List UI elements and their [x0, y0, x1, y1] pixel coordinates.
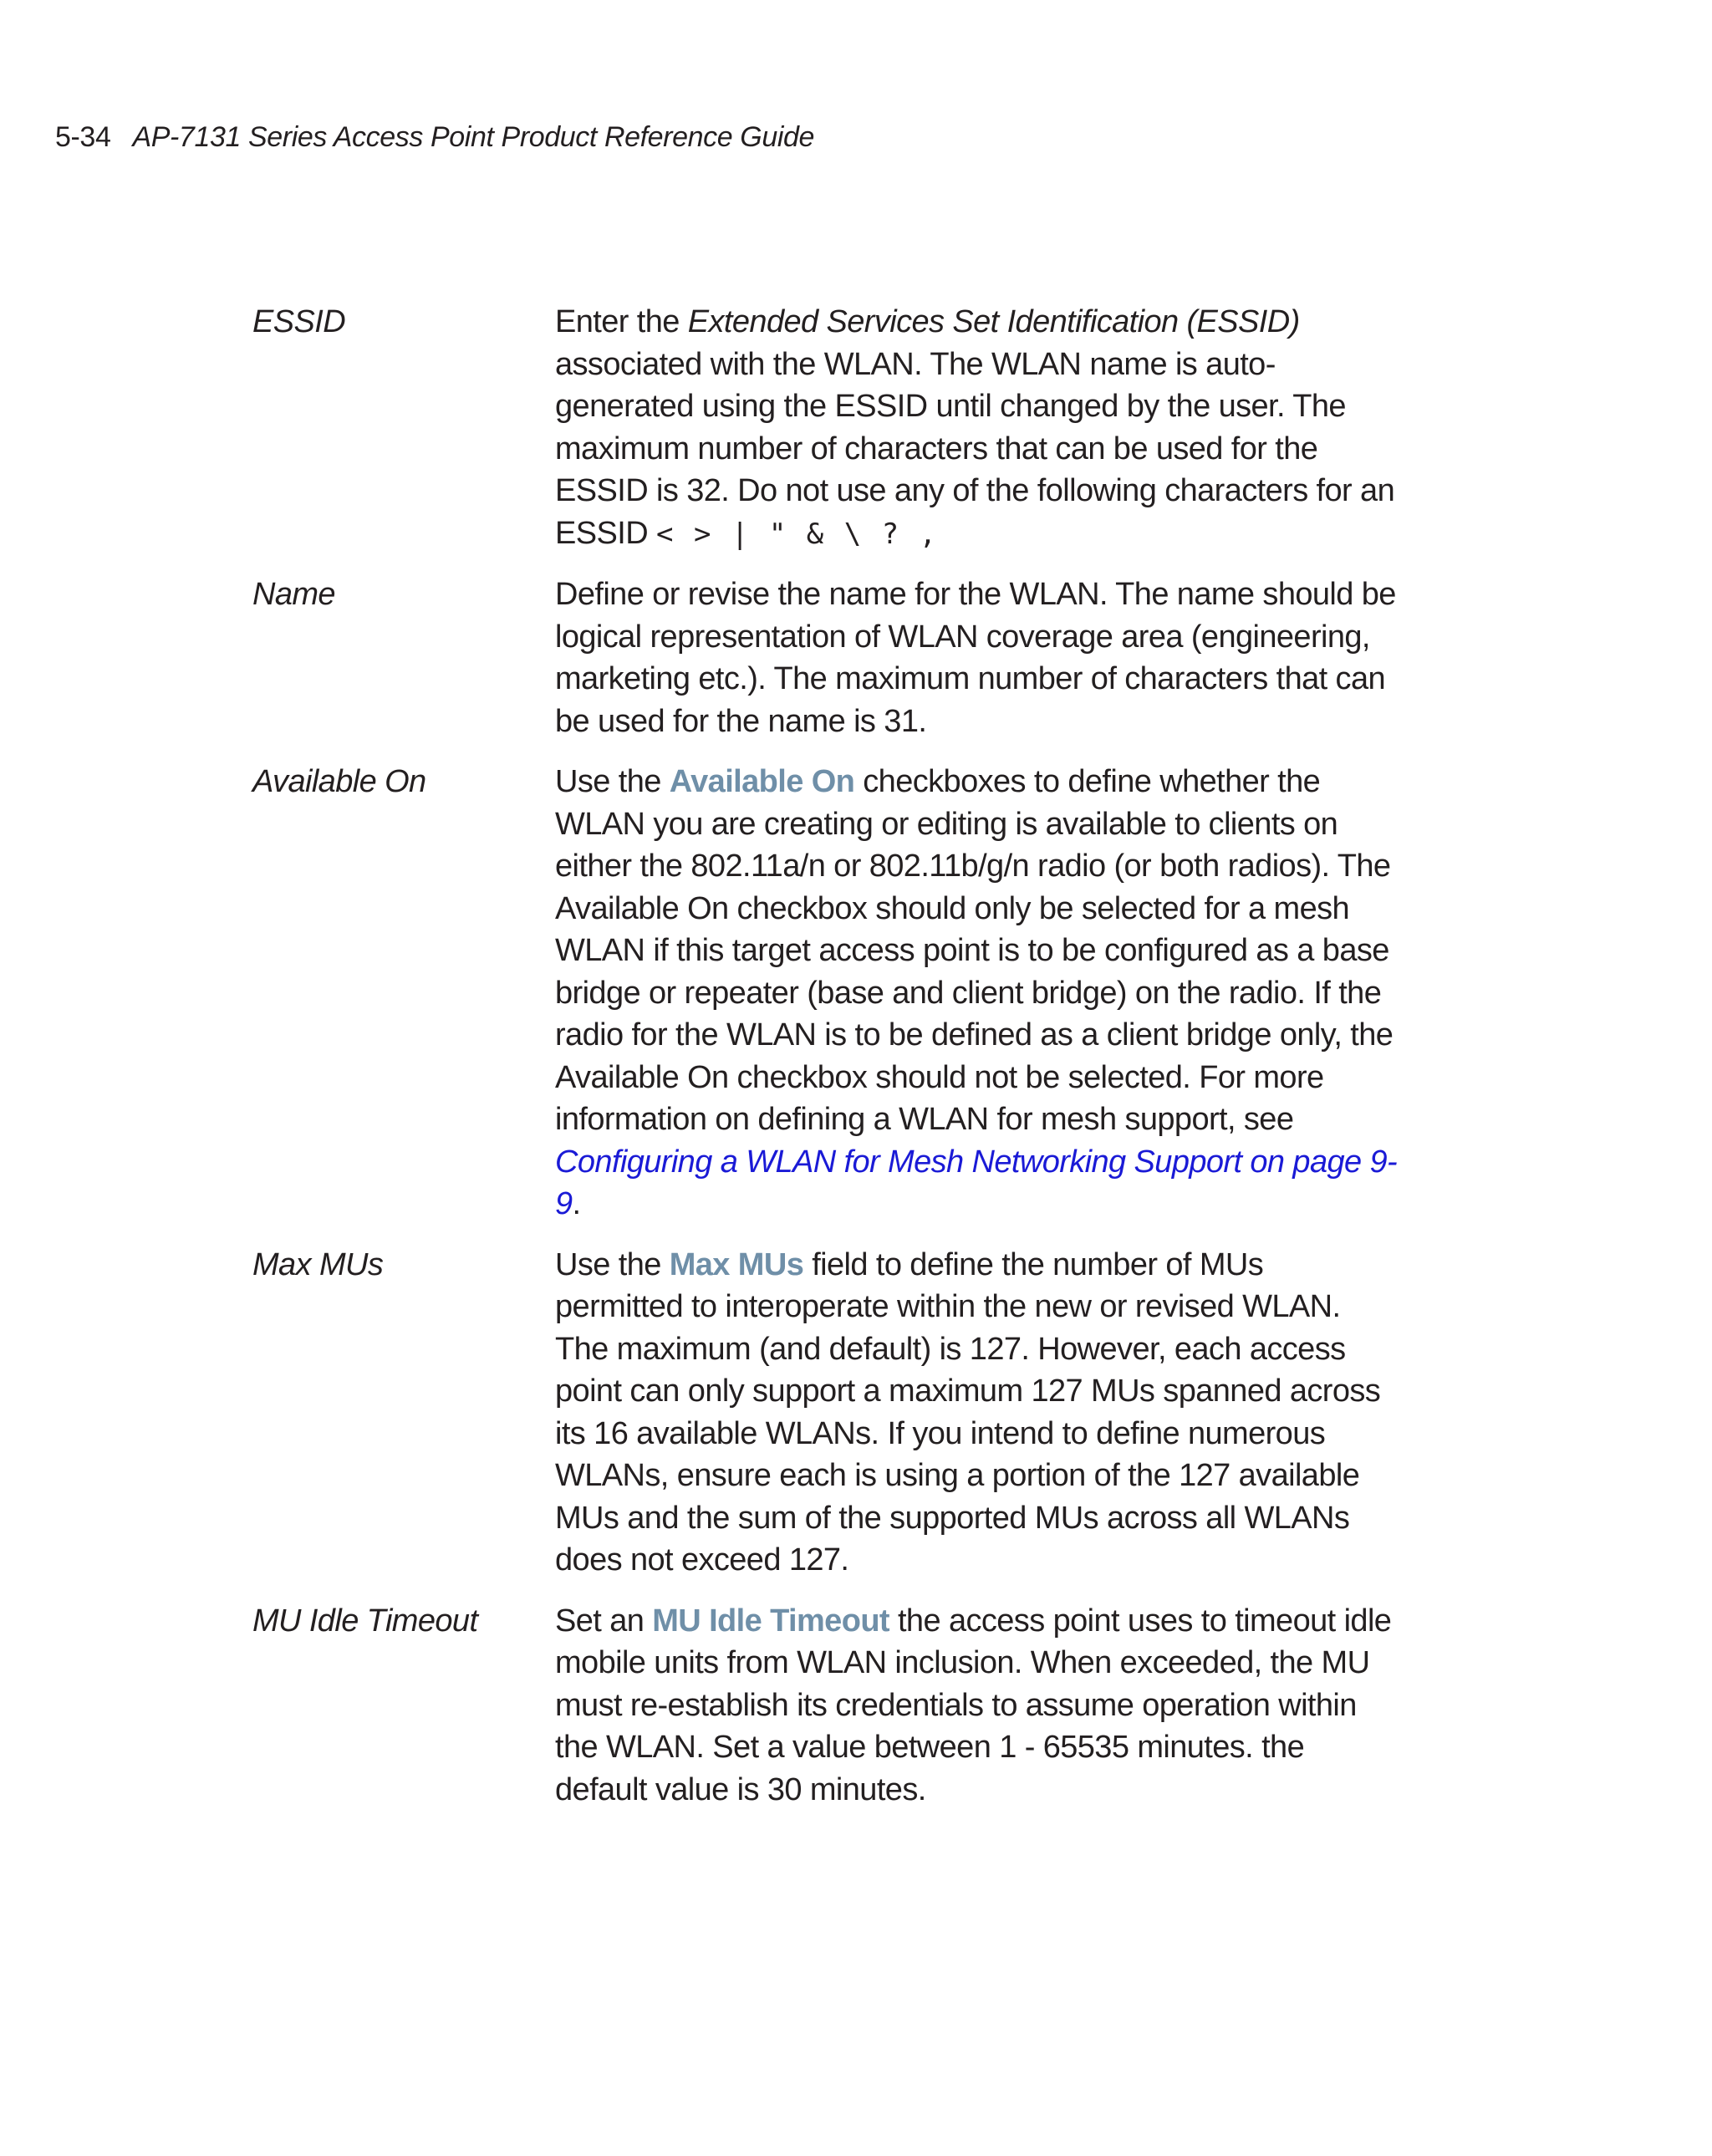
- param-name-max-mus: Max MUs: [252, 1246, 384, 1282]
- param-row-available-on: [252, 761, 1406, 1226]
- param-row-essid: [252, 301, 1406, 555]
- desc-text: .: [572, 1186, 581, 1221]
- desc-text: Use the: [555, 1246, 670, 1282]
- desc-text: field to define the number of MUs permitted to interoperate within the new or revised WLAN. The maximum (and default) is 127. However, each access point can only support a maximum 127 MUs spanned across its 16 available WLANs. If you intend to define numerous WLANs, ensure each is using a portion of the 127 available MUs and the sum of the supported MUs across all WLANs does not exceed 127.: [555, 1246, 1381, 1577]
- desc-text: associated with the WLAN. The WLAN name is auto-generated using the ESSID until changed by the user. The maximum number of characters that can be used for the ESSID is 32. Do not use any of the following characters for an ESSID: [555, 346, 1395, 551]
- param-name-essid: ESSID: [252, 304, 346, 339]
- param-row-name: [252, 573, 1406, 742]
- param-name-available-on: Available On: [252, 764, 426, 799]
- desc-text: Use the: [555, 764, 670, 799]
- param-row-mu-idle-timeout: [252, 1600, 1406, 1812]
- forbidden-characters: < > | " & \ ? ,: [656, 517, 939, 551]
- param-desc-mu-idle-timeout: [555, 1600, 1399, 1812]
- param-desc-max-mus: [555, 1244, 1399, 1582]
- desc-text: Enter the: [555, 304, 688, 339]
- param-row-max-mus: [252, 1244, 1406, 1582]
- desc-text: the access point uses to timeout idle mobile units from WLAN inclusion. When exceeded, the MU must re-establish its credentials to assume operation within the WLAN. Set a value between 1 - 65535 minutes. the default value is 30 minutes.: [555, 1603, 1392, 1807]
- param-name-name: Name: [252, 577, 335, 612]
- ui-label-mu-idle-timeout: MU Idle Timeout: [652, 1603, 889, 1639]
- essid-term: Extended Services Set Identification (ESSID): [687, 304, 1300, 339]
- desc-text: checkboxes to define whether the WLAN you are creating or editing is available to clients on either the 802.11a/n or 802.11b/g/n radio (or both radios). The Available On checkbox should only be selected for a mesh WLAN if this target access point is to be configured as a base bridge or repeater (base and client bridge) on the radio. If the radio for the WLAN is to be defined as a client bridge only, the Available On checkbox should not be selected. For more information on defining a WLAN for mesh support, see: [555, 764, 1394, 1137]
- param-desc-available-on: [555, 761, 1399, 1226]
- desc-text: Set an: [555, 1603, 653, 1639]
- param-desc-name: Define or revise the name for the WLAN. The name should be logical representation of WLAN coverage area (engineering, marketing etc.). The maximum number of characters that can be used for the name is 31.: [555, 577, 1396, 739]
- page-number: 5-34: [55, 121, 111, 153]
- running-header: [55, 117, 814, 157]
- guide-title: AP-7131 Series Access Point Product Reference Guide: [132, 121, 815, 153]
- param-name-mu-idle-timeout: MU Idle Timeout: [252, 1603, 478, 1639]
- ui-label-available-on: Available On: [669, 764, 855, 799]
- parameter-table: [252, 301, 1406, 1829]
- param-desc-essid: [555, 301, 1399, 555]
- ui-label-max-mus: Max MUs: [669, 1246, 804, 1282]
- mesh-networking-link[interactable]: Configuring a WLAN for Mesh Networking Support on page 9-9: [555, 1144, 1398, 1221]
